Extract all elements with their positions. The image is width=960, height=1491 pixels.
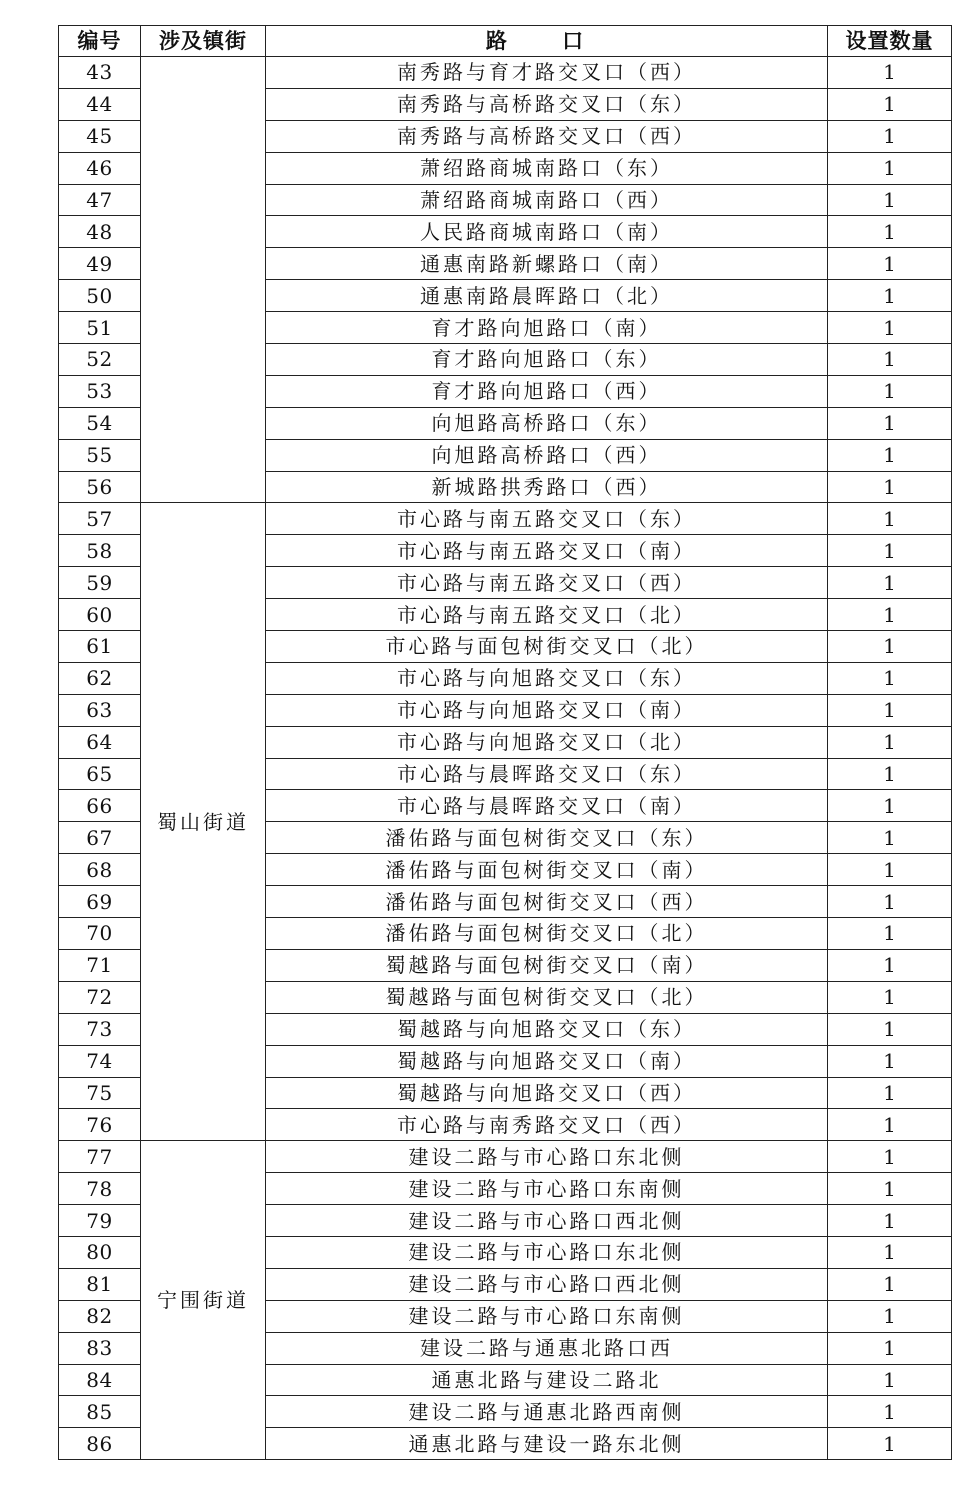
row-number: 70 [59, 918, 141, 950]
row-number: 62 [59, 662, 141, 694]
set-count: 1 [828, 1300, 952, 1332]
intersection-name: 建设二路与市心路口东南侧 [266, 1300, 828, 1332]
table-header-row [59, 26, 952, 57]
intersection-name: 南秀路与育才路交叉口（西） [266, 57, 828, 89]
set-count: 1 [828, 280, 952, 312]
intersection-name: 通惠北路与建设一路东北侧 [266, 1428, 828, 1460]
row-number: 43 [59, 57, 141, 89]
row-number: 54 [59, 407, 141, 439]
table-row [59, 503, 952, 535]
intersection-name: 潘佑路与面包树街交叉口（东） [266, 822, 828, 854]
intersection-name: 市心路与南五路交叉口（西） [266, 567, 828, 599]
intersection-name: 南秀路与高桥路交叉口（东） [266, 88, 828, 120]
intersection-name: 通惠北路与建设二路北 [266, 1364, 828, 1396]
row-number: 64 [59, 726, 141, 758]
row-number: 71 [59, 949, 141, 981]
row-number: 59 [59, 567, 141, 599]
set-count: 1 [828, 407, 952, 439]
row-number: 84 [59, 1364, 141, 1396]
intersection-name: 市心路与向旭路交叉口（北） [266, 726, 828, 758]
row-number: 50 [59, 280, 141, 312]
row-number: 55 [59, 439, 141, 471]
intersection-name: 市心路与南五路交叉口（东） [266, 503, 828, 535]
row-number: 53 [59, 375, 141, 407]
set-count: 1 [828, 886, 952, 918]
row-number: 45 [59, 120, 141, 152]
header-town: 涉及镇街 [141, 26, 266, 57]
set-count: 1 [828, 790, 952, 822]
row-number: 78 [59, 1173, 141, 1205]
intersection-name: 通惠南路晨晖路口（北） [266, 280, 828, 312]
row-number: 49 [59, 248, 141, 280]
set-count: 1 [828, 312, 952, 344]
row-number: 47 [59, 184, 141, 216]
intersection-name: 市心路与南五路交叉口（南） [266, 535, 828, 567]
town-cell: 宁围街道 [141, 1141, 266, 1460]
row-number: 72 [59, 981, 141, 1013]
document-page [58, 25, 951, 1460]
set-count: 1 [828, 1077, 952, 1109]
set-count: 1 [828, 567, 952, 599]
intersection-name: 建设二路与市心路口东南侧 [266, 1173, 828, 1205]
intersection-name: 南秀路与高桥路交叉口（西） [266, 120, 828, 152]
row-number: 82 [59, 1300, 141, 1332]
intersection-name: 市心路与南五路交叉口（北） [266, 599, 828, 631]
intersection-name: 向旭路高桥路口（西） [266, 439, 828, 471]
row-number: 52 [59, 344, 141, 376]
table-row [59, 1141, 952, 1173]
town-cell: 蜀山街道 [141, 503, 266, 1141]
intersection-name: 市心路与面包树街交叉口（北） [266, 631, 828, 663]
row-number: 56 [59, 471, 141, 503]
set-count: 1 [828, 184, 952, 216]
table-body [59, 57, 952, 1460]
row-number: 79 [59, 1205, 141, 1237]
set-count: 1 [828, 57, 952, 89]
intersection-name: 潘佑路与面包树街交叉口（南） [266, 854, 828, 886]
set-count: 1 [828, 344, 952, 376]
intersection-name: 萧绍路商城南路口（东） [266, 152, 828, 184]
set-count: 1 [828, 439, 952, 471]
set-count: 1 [828, 248, 952, 280]
set-count: 1 [828, 662, 952, 694]
set-count: 1 [828, 1109, 952, 1141]
row-number: 60 [59, 599, 141, 631]
intersection-name: 市心路与晨晖路交叉口（南） [266, 790, 828, 822]
row-number: 76 [59, 1109, 141, 1141]
row-number: 44 [59, 88, 141, 120]
intersection-name: 市心路与向旭路交叉口（东） [266, 662, 828, 694]
set-count: 1 [828, 981, 952, 1013]
row-number: 63 [59, 694, 141, 726]
row-number: 75 [59, 1077, 141, 1109]
intersection-name: 育才路向旭路口（东） [266, 344, 828, 376]
row-number: 81 [59, 1268, 141, 1300]
set-count: 1 [828, 1013, 952, 1045]
row-number: 73 [59, 1013, 141, 1045]
intersection-name: 向旭路高桥路口（东） [266, 407, 828, 439]
set-count: 1 [828, 1364, 952, 1396]
row-number: 80 [59, 1236, 141, 1268]
row-number: 65 [59, 758, 141, 790]
set-count: 1 [828, 918, 952, 950]
intersection-name: 市心路与南秀路交叉口（西） [266, 1109, 828, 1141]
intersection-name: 蜀越路与向旭路交叉口（西） [266, 1077, 828, 1109]
row-number: 77 [59, 1141, 141, 1173]
set-count: 1 [828, 216, 952, 248]
header-number: 编号 [59, 26, 141, 57]
set-count: 1 [828, 726, 952, 758]
intersection-name: 建设二路与通惠北路西南侧 [266, 1396, 828, 1428]
set-count: 1 [828, 1141, 952, 1173]
intersection-name: 通惠南路新螺路口（南） [266, 248, 828, 280]
set-count: 1 [828, 1268, 952, 1300]
set-count: 1 [828, 88, 952, 120]
town-cell [141, 57, 266, 503]
set-count: 1 [828, 1428, 952, 1460]
row-number: 46 [59, 152, 141, 184]
intersection-name: 育才路向旭路口（南） [266, 312, 828, 344]
intersection-name: 建设二路与市心路口东北侧 [266, 1141, 828, 1173]
header-count: 设置数量 [828, 26, 952, 57]
intersection-name: 蜀越路与向旭路交叉口（南） [266, 1045, 828, 1077]
intersection-name: 蜀越路与面包树街交叉口（北） [266, 981, 828, 1013]
set-count: 1 [828, 949, 952, 981]
intersection-name: 潘佑路与面包树街交叉口（北） [266, 918, 828, 950]
row-number: 68 [59, 854, 141, 886]
row-number: 83 [59, 1332, 141, 1364]
intersection-name: 人民路商城南路口（南） [266, 216, 828, 248]
intersection-name: 建设二路与市心路口东北侧 [266, 1236, 828, 1268]
row-number: 61 [59, 631, 141, 663]
set-count: 1 [828, 694, 952, 726]
header-road: 路 口 [266, 26, 828, 57]
intersection-name: 萧绍路商城南路口（西） [266, 184, 828, 216]
intersection-name: 市心路与晨晖路交叉口（东） [266, 758, 828, 790]
set-count: 1 [828, 854, 952, 886]
set-count: 1 [828, 1236, 952, 1268]
set-count: 1 [828, 1205, 952, 1237]
set-count: 1 [828, 1173, 952, 1205]
row-number: 86 [59, 1428, 141, 1460]
set-count: 1 [828, 1045, 952, 1077]
row-number: 85 [59, 1396, 141, 1428]
row-number: 48 [59, 216, 141, 248]
intersection-name: 蜀越路与面包树街交叉口（南） [266, 949, 828, 981]
intersection-name: 市心路与向旭路交叉口（南） [266, 694, 828, 726]
table-row [59, 57, 952, 89]
set-count: 1 [828, 631, 952, 663]
intersection-name: 建设二路与市心路口西北侧 [266, 1205, 828, 1237]
set-count: 1 [828, 152, 952, 184]
set-count: 1 [828, 120, 952, 152]
intersection-table [58, 25, 952, 1460]
intersection-name: 潘佑路与面包树街交叉口（西） [266, 886, 828, 918]
intersection-name: 新城路拱秀路口（西） [266, 471, 828, 503]
intersection-name: 育才路向旭路口（西） [266, 375, 828, 407]
row-number: 66 [59, 790, 141, 822]
intersection-name: 蜀越路与向旭路交叉口（东） [266, 1013, 828, 1045]
row-number: 74 [59, 1045, 141, 1077]
set-count: 1 [828, 375, 952, 407]
set-count: 1 [828, 471, 952, 503]
set-count: 1 [828, 1332, 952, 1364]
row-number: 57 [59, 503, 141, 535]
row-number: 58 [59, 535, 141, 567]
row-number: 51 [59, 312, 141, 344]
row-number: 67 [59, 822, 141, 854]
set-count: 1 [828, 758, 952, 790]
set-count: 1 [828, 599, 952, 631]
intersection-name: 建设二路与通惠北路口西 [266, 1332, 828, 1364]
set-count: 1 [828, 822, 952, 854]
set-count: 1 [828, 535, 952, 567]
row-number: 69 [59, 886, 141, 918]
set-count: 1 [828, 503, 952, 535]
intersection-name: 建设二路与市心路口西北侧 [266, 1268, 828, 1300]
set-count: 1 [828, 1396, 952, 1428]
